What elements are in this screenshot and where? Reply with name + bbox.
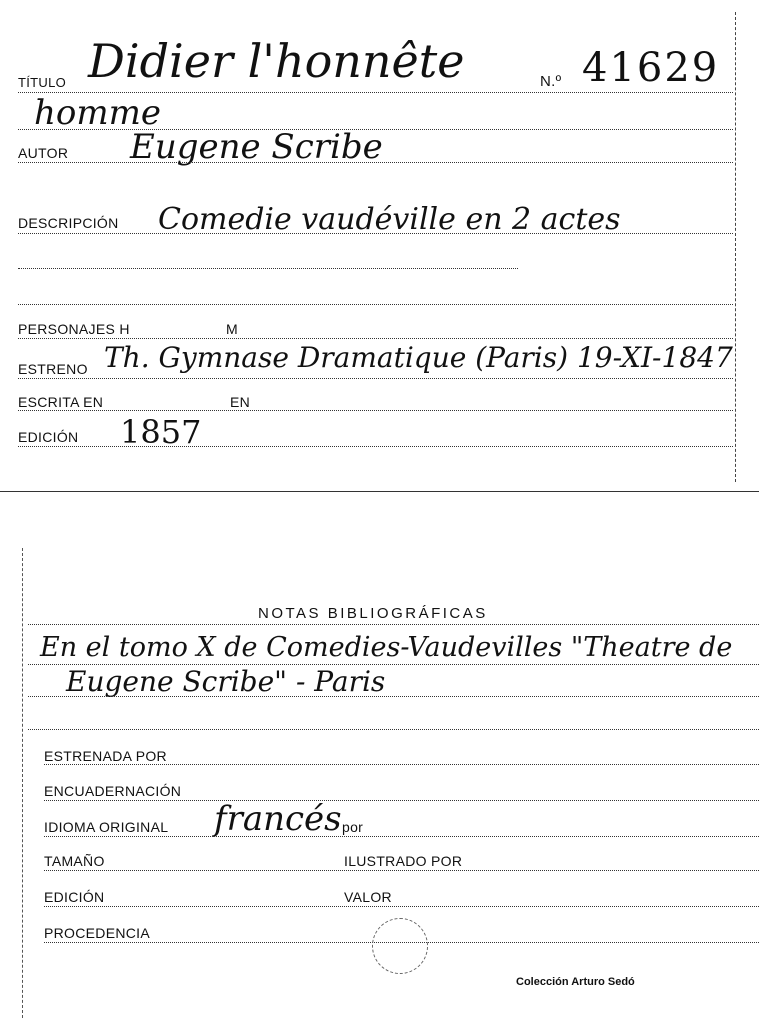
tamano-line xyxy=(44,870,759,871)
procedencia-label: PROCEDENCIA xyxy=(44,925,150,941)
card-edge-left xyxy=(22,548,23,1018)
encuadernacion-label: ENCUADERNACIÓN xyxy=(44,783,182,799)
titulo-continuation: homme xyxy=(34,93,161,133)
descripcion-label: DESCRIPCIÓN xyxy=(18,215,119,231)
estrenada-label: ESTRENADA POR xyxy=(44,748,167,764)
edicion-back-label: EDICIÓN xyxy=(44,889,105,905)
encuadernacion-line xyxy=(44,800,759,801)
notas-title-line xyxy=(28,624,759,625)
catalog-card-back xyxy=(0,540,759,1028)
edicion-back-line xyxy=(44,906,759,907)
descripcion-line-2 xyxy=(18,268,518,269)
coleccion-stamp: Colección Arturo Sedó xyxy=(516,976,635,988)
notas-title: NOTAS BIBLIOGRÁFICAS xyxy=(258,605,488,622)
personajes-m-label: M xyxy=(226,321,238,337)
idioma-por-label: por xyxy=(342,819,364,835)
card-bottom-edge xyxy=(0,491,759,492)
descripcion-line xyxy=(18,233,733,234)
notas-line-1: En el tomo X de Comedies-Vaudevilles "Theatre de xyxy=(40,632,733,663)
numero-label: N.º xyxy=(540,73,562,90)
personajes-label: PERSONAJES H xyxy=(18,321,130,337)
autor-value: Eugene Scribe xyxy=(130,127,383,167)
card-edge xyxy=(735,12,736,482)
idioma-value: francés xyxy=(214,799,342,839)
stamp-circle xyxy=(372,918,428,974)
estrenada-line xyxy=(44,764,759,765)
notas-line-3-rule xyxy=(28,729,759,730)
notas-line-2-rule xyxy=(28,696,759,697)
estreno-value: Th. Gymnase Dramatique (Paris) 19-XI-1847 xyxy=(104,341,733,374)
estreno-line xyxy=(18,378,733,379)
valor-label: VALOR xyxy=(344,889,392,905)
numero-value: 41629 xyxy=(582,45,720,91)
estreno-label: ESTRENO xyxy=(18,361,88,377)
autor-line xyxy=(18,162,733,163)
titulo-label: TÍTULO xyxy=(18,75,67,90)
tamano-label: TAMAÑO xyxy=(44,853,105,869)
autor-label: AUTOR xyxy=(18,145,69,161)
personajes-line xyxy=(18,338,733,339)
edicion-value: 1857 xyxy=(120,413,202,451)
idioma-line xyxy=(44,836,759,837)
edicion-label: EDICIÓN xyxy=(18,429,79,445)
escrita-en-label: EN xyxy=(230,394,251,410)
notas-line-2: Eugene Scribe" - Paris xyxy=(66,665,386,698)
idioma-label: IDIOMA ORIGINAL xyxy=(44,819,169,835)
catalog-card-front xyxy=(0,0,759,492)
descripcion-line-3 xyxy=(18,304,733,305)
descripcion-value: Comedie vaudéville en 2 actes xyxy=(158,202,621,237)
ilustrado-label: ILUSTRADO POR xyxy=(344,853,463,869)
edicion-line xyxy=(18,446,733,447)
escrita-line xyxy=(18,410,733,411)
escrita-label: ESCRITA EN xyxy=(18,394,104,410)
titulo-value: Didier l'honnête xyxy=(88,34,465,88)
